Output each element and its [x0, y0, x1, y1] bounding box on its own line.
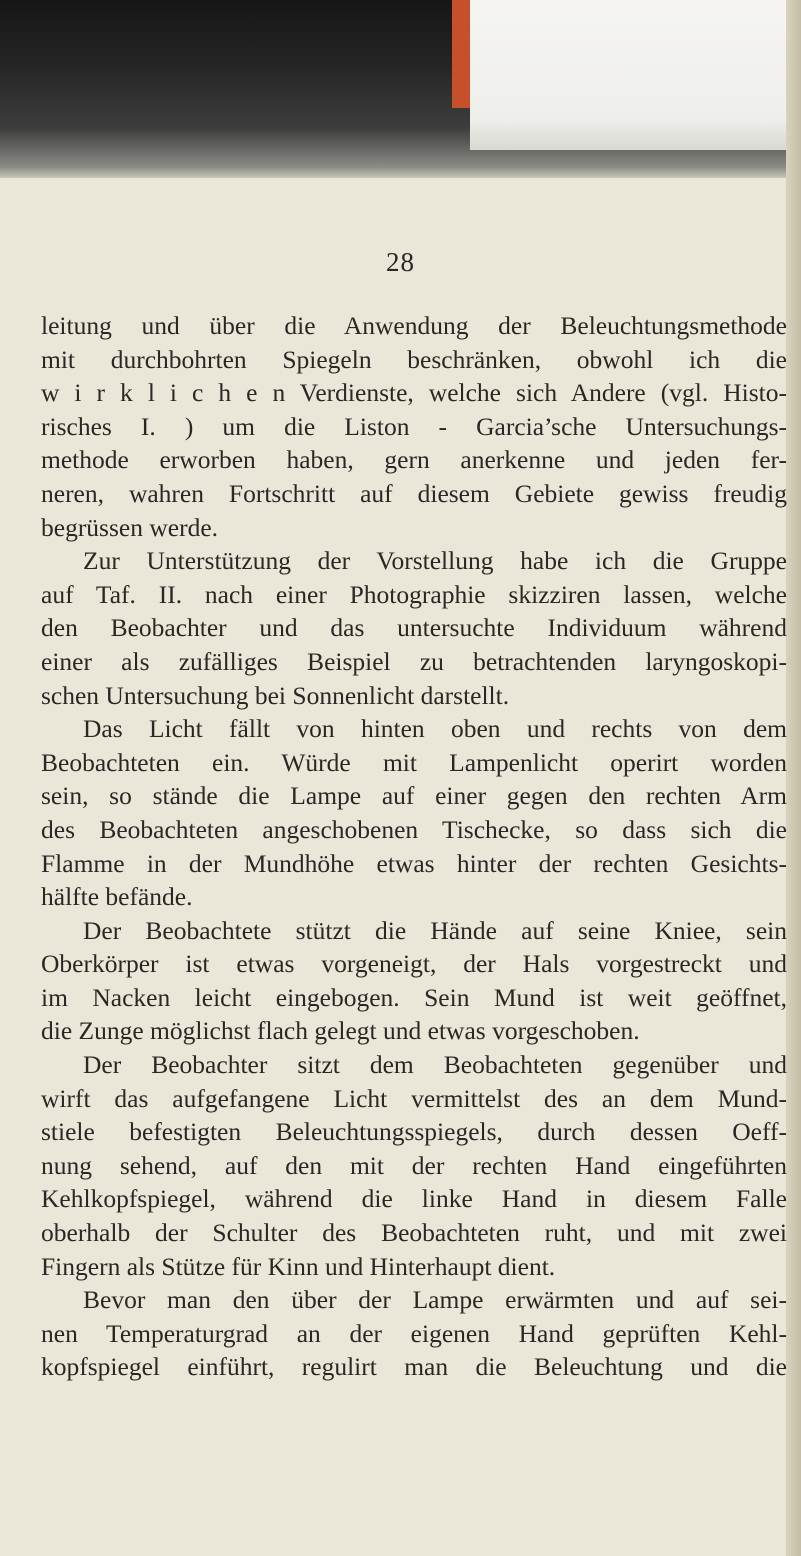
text-line: Das Licht fällt von hinten oben und rechts von dem — [83, 714, 787, 744]
text-line: Zur Unterstützung der Vorstellung habe ich die Gruppe — [83, 546, 787, 576]
text-line: den Beobachter und das untersuchte Individuum während — [41, 613, 787, 643]
text-line: hälfte befände. — [41, 882, 193, 912]
text-line: die Zunge möglichst flach gelegt und etwas vorgeschoben. — [41, 1016, 640, 1046]
text-line: oberhalb der Schulter des Beobachteten ruht, und mit zwei — [41, 1218, 787, 1248]
text-line: Flamme in der Mundhöhe etwas hinter der rechten Gesichts- — [41, 848, 787, 878]
text-line: Der Beobachter sitzt dem Beobachteten gegenüber und — [83, 1050, 787, 1080]
text-line: neren, wahren Fortschritt auf diesem Gebiete gewiss freudig — [41, 478, 787, 508]
text-line: Beobachteten ein. Würde mit Lampenlicht operirt worden — [41, 747, 787, 777]
page-number: 28 — [386, 247, 415, 277]
text-line: Oberkörper ist etwas vorgeneigt, der Hals vorgestreckt und — [41, 949, 787, 979]
text-line: des Beobachteten angeschobenen Tischecke, so dass sich die — [41, 814, 787, 844]
text-line: risches I. ) um die Liston - Garcia’sche Untersuchungs- — [41, 411, 787, 441]
text-line: kopfspiegel einführt, regulirt man die Beleuchtung und die — [41, 1352, 787, 1382]
text-line: im Nacken leicht eingebogen. Sein Mund ist weit geöffnet, — [41, 982, 787, 1012]
text-line: nung sehend, auf den mit der rechten Hand eingeführten — [41, 1150, 787, 1180]
text-line: nen Temperaturgrad an der eigenen Hand geprüften Kehl- — [41, 1318, 787, 1348]
text-line: Bevor man den über der Lampe erwärmten und auf sei- — [83, 1285, 787, 1315]
text-line: leitung und über die Anwendung der Beleuchtungsmethode — [41, 311, 787, 340]
text-line: begrüssen werde. — [41, 512, 219, 542]
text-line: stiele befestigten Beleuchtungsspiegels, durch dessen Oeff- — [41, 1117, 787, 1147]
text-line: sein, so stände die Lampe auf einer gegen den rechten Arm — [41, 781, 787, 811]
scan-white-card — [470, 0, 788, 150]
text-line: wirft das aufgefangene Licht vermittelst des an dem Mund- — [41, 1083, 787, 1113]
scan-red-marker — [452, 0, 470, 108]
text-line: einer als zufälliges Beispiel zu betrachtenden laryngoskopi- — [41, 646, 787, 676]
text-line: mit durchbohrten Spiegeln beschränken, obwohl ich die — [41, 344, 787, 374]
text-line: auf Taf. II. nach einer Photographie skizziren lassen, welche — [41, 579, 787, 609]
body-text — [41, 309, 787, 1384]
text-line: methode erworben haben, gern anerkenne und jeden fer- — [41, 445, 787, 475]
page-edge — [786, 0, 801, 1556]
text-line: schen Untersuchung bei Sonnenlicht darstellt. — [41, 680, 510, 710]
text-line: Fingern als Stütze für Kinn und Hinterhaupt dient. — [41, 1251, 556, 1281]
text-line: Kehlkopfspiegel, während die linke Hand in diesem Falle — [41, 1184, 787, 1214]
text-line: Der Beobachtete stützt die Hände auf seine Kniee, sein — [83, 915, 787, 945]
text-line: w i r k l i c h e n Verdienste, welche sich Andere (vgl. Histo- — [41, 378, 787, 408]
